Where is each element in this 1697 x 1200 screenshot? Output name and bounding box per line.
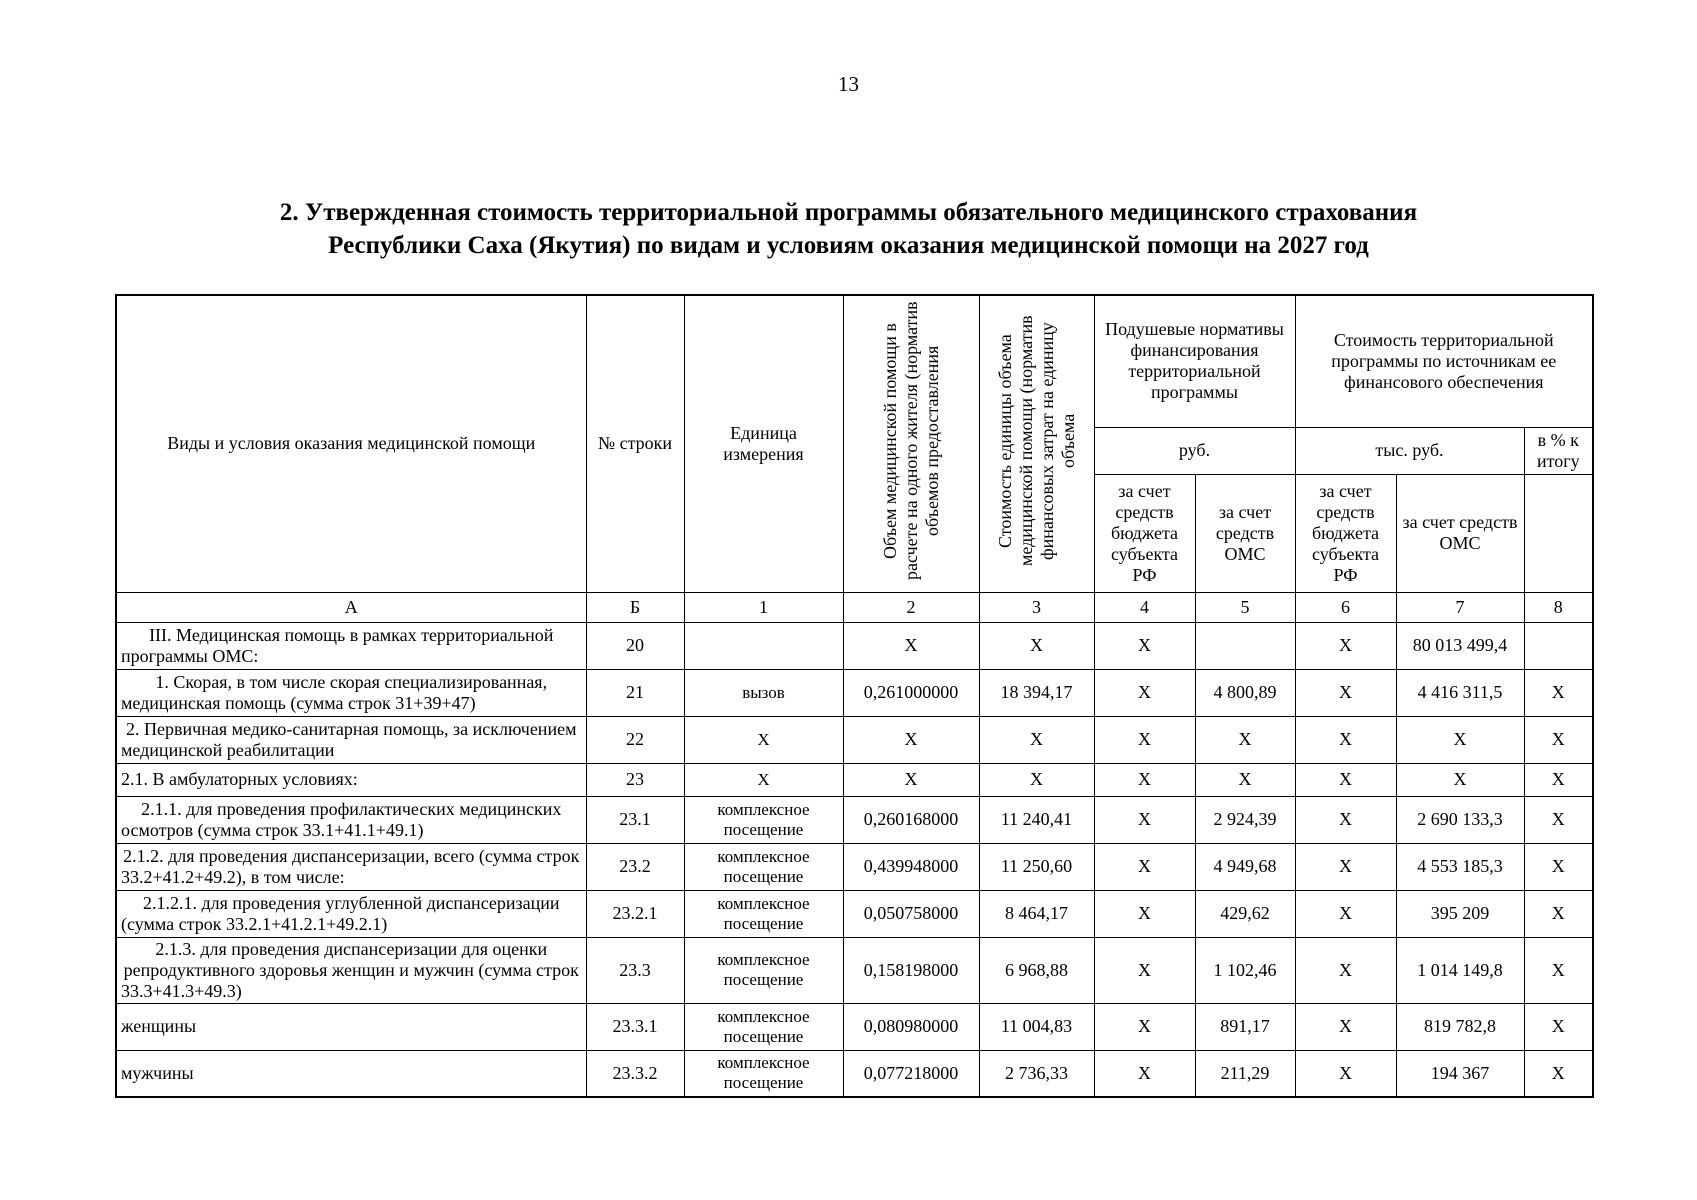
row-number: 23 — [586, 763, 684, 796]
row-per-capita-budget: Х — [1094, 622, 1195, 669]
page-title — [0, 196, 1697, 262]
row-name: 2.1.2. для проведения диспансеризации, всего (сумма строк 33.2+41.2+49.2), в том числе: — [116, 843, 586, 890]
row-cost-oms: Х — [1396, 763, 1524, 796]
column-code: 2 — [843, 592, 979, 622]
row-per-capita-oms: 2 924,39 — [1195, 796, 1295, 843]
row-cost-oms: 2 690 133,3 — [1396, 796, 1524, 843]
row-cost-oms: 4 553 185,3 — [1396, 843, 1524, 890]
row-per-capita-oms: Х — [1195, 763, 1295, 796]
row-unit: вызов — [684, 669, 843, 716]
column-code: 3 — [979, 592, 1094, 622]
row-cost-budget: Х — [1295, 669, 1396, 716]
row-name: 2.1.3. для проведения диспансеризации для оценки репродуктивного здоровья женщин и мужчин (сумма строк 33.3+41.3+49.3) — [116, 937, 586, 1003]
row-volume: 0,077218000 — [843, 1050, 979, 1097]
row-name: женщины — [116, 1003, 586, 1050]
row-pct: Х — [1524, 937, 1593, 1003]
row-cost-oms: 4 416 311,5 — [1396, 669, 1524, 716]
table-row — [116, 622, 1593, 669]
header-cost-unit-text: Стоимость единицы объема медицинской помощи (норматив финансовых затрат на единицу объема — [994, 315, 1078, 567]
row-volume: 0,050758000 — [843, 890, 979, 937]
row-cost-oms: 395 209 — [1396, 890, 1524, 937]
row-volume: 0,158198000 — [843, 937, 979, 1003]
header-unit: Единица измерения — [684, 295, 843, 592]
header-types: Виды и условия оказания медицинской помощи — [116, 295, 586, 592]
row-number: 23.1 — [586, 796, 684, 843]
row-cost-budget: Х — [1295, 1003, 1396, 1050]
row-unit: Х — [684, 716, 843, 763]
row-unit-cost: 11 240,41 — [979, 796, 1094, 843]
row-cost-budget: Х — [1295, 890, 1396, 937]
row-cost-budget: Х — [1295, 1050, 1396, 1097]
row-number: 23.2.1 — [586, 890, 684, 937]
cost-table — [115, 294, 1594, 1098]
row-unit: комплексное посещение — [684, 937, 843, 1003]
row-per-capita-budget: Х — [1094, 796, 1195, 843]
row-volume: 0,439948000 — [843, 843, 979, 890]
row-unit-cost: 18 394,17 — [979, 669, 1094, 716]
row-volume: Х — [843, 622, 979, 669]
row-unit: комплексное посещение — [684, 1003, 843, 1050]
row-unit: Х — [684, 763, 843, 796]
row-number: 21 — [586, 669, 684, 716]
header-volume — [843, 295, 979, 592]
table-row — [116, 1050, 1593, 1097]
row-pct: Х — [1524, 1003, 1593, 1050]
title-line-2: Республики Саха (Якутия) по видам и условиям оказания медицинской помощи на 2027 год — [328, 232, 1369, 259]
row-unit-cost: 6 968,88 — [979, 937, 1094, 1003]
column-code: Б — [586, 592, 684, 622]
row-cost-budget: Х — [1295, 937, 1396, 1003]
row-cost-budget: Х — [1295, 796, 1396, 843]
row-unit-cost: 8 464,17 — [979, 890, 1094, 937]
row-unit-cost: 11 004,83 — [979, 1003, 1094, 1050]
row-volume: Х — [843, 716, 979, 763]
row-per-capita-budget: Х — [1094, 890, 1195, 937]
row-unit: комплексное посещение — [684, 796, 843, 843]
header-volume-text: Объем медицинской помощи в расчете на одного жителя (норматив объемов предоставления — [879, 301, 942, 581]
header-oms-7: за счет средств ОМС — [1396, 474, 1524, 592]
row-unit: комплексное посещение — [684, 843, 843, 890]
row-cost-oms: 1 014 149,8 — [1396, 937, 1524, 1003]
row-unit-cost: Х — [979, 716, 1094, 763]
table-row — [116, 796, 1593, 843]
row-cost-budget: Х — [1295, 622, 1396, 669]
table-row — [116, 1003, 1593, 1050]
header-row-no: № строки — [586, 295, 684, 592]
row-per-capita-budget: Х — [1094, 1050, 1195, 1097]
row-unit — [684, 622, 843, 669]
row-per-capita-oms: 429,62 — [1195, 890, 1295, 937]
table-body — [116, 622, 1593, 1097]
row-cost-oms: 80 013 499,4 — [1396, 622, 1524, 669]
row-volume: 0,260168000 — [843, 796, 979, 843]
header-program-cost: Стоимость территориальной программы по источникам ее финансового обеспечения — [1295, 295, 1593, 427]
title-line-1: 2. Утвержденная стоимость территориальной программы обязательного медицинского страхования — [279, 199, 1418, 226]
row-unit-cost: Х — [979, 622, 1094, 669]
row-number: 23.3.1 — [586, 1003, 684, 1050]
row-unit: комплексное посещение — [684, 1050, 843, 1097]
row-unit-cost: 11 250,60 — [979, 843, 1094, 890]
row-per-capita-oms: 891,17 — [1195, 1003, 1295, 1050]
column-code: 5 — [1195, 592, 1295, 622]
table-row — [116, 843, 1593, 890]
row-per-capita-oms: 4 800,89 — [1195, 669, 1295, 716]
row-unit-cost: 2 736,33 — [979, 1050, 1094, 1097]
column-code: 6 — [1295, 592, 1396, 622]
row-per-capita-oms: 1 102,46 — [1195, 937, 1295, 1003]
row-per-capita-budget: Х — [1094, 1003, 1195, 1050]
row-name: 2.1.1. для проведения профилактических медицинских осмотров (сумма строк 33.1+41.1+49.1) — [116, 796, 586, 843]
row-cost-oms: Х — [1396, 716, 1524, 763]
header-thous-rub: тыс. руб. — [1295, 427, 1524, 474]
row-per-capita-budget: Х — [1094, 716, 1195, 763]
header-per-capita: Подушевые нормативы финансирования территориальной программы — [1094, 295, 1295, 427]
table-row — [116, 763, 1593, 796]
header-pct-empty — [1524, 474, 1593, 592]
column-code: 1 — [684, 592, 843, 622]
header-pct: в % к итогу — [1524, 427, 1593, 474]
row-pct — [1524, 622, 1593, 669]
row-number: 20 — [586, 622, 684, 669]
row-cost-budget: Х — [1295, 716, 1396, 763]
row-number: 23.3 — [586, 937, 684, 1003]
header-rub: руб. — [1094, 427, 1295, 474]
row-cost-oms: 819 782,8 — [1396, 1003, 1524, 1050]
row-unit: комплексное посещение — [684, 890, 843, 937]
column-code: А — [116, 592, 586, 622]
row-volume: 0,261000000 — [843, 669, 979, 716]
row-name: 1. Скорая, в том числе скорая специализированная, медицинская помощь (сумма строк 31+39+47) — [116, 669, 586, 716]
row-volume: Х — [843, 763, 979, 796]
row-cost-oms: 194 367 — [1396, 1050, 1524, 1097]
row-per-capita-budget: Х — [1094, 669, 1195, 716]
row-pct: Х — [1524, 763, 1593, 796]
row-name: мужчины — [116, 1050, 586, 1097]
row-cost-budget: Х — [1295, 843, 1396, 890]
column-codes-row — [116, 592, 1593, 622]
row-pct: Х — [1524, 1050, 1593, 1097]
table-row — [116, 669, 1593, 716]
row-name: III. Медицинская помощь в рамках территориальной программы ОМС: — [116, 622, 586, 669]
row-pct: Х — [1524, 796, 1593, 843]
row-per-capita-oms: 211,29 — [1195, 1050, 1295, 1097]
row-pct: Х — [1524, 890, 1593, 937]
row-name: 2. Первичная медико-санитарная помощь, за исключением медицинской реабилитации — [116, 716, 586, 763]
row-name: 2.1.2.1. для проведения углубленной диспансеризации (сумма строк 33.2.1+41.2.1+49.2.1) — [116, 890, 586, 937]
table-row — [116, 937, 1593, 1003]
row-per-capita-oms: 4 949,68 — [1195, 843, 1295, 890]
row-cost-budget: Х — [1295, 763, 1396, 796]
column-code: 8 — [1524, 592, 1593, 622]
table-row — [116, 890, 1593, 937]
header-cost-unit — [979, 295, 1094, 592]
row-per-capita-budget: Х — [1094, 843, 1195, 890]
row-number: 23.2 — [586, 843, 684, 890]
row-unit-cost: Х — [979, 763, 1094, 796]
row-name: 2.1. В амбулаторных условиях: — [116, 763, 586, 796]
page-number: 13 — [838, 72, 859, 96]
row-pct: Х — [1524, 716, 1593, 763]
row-number: 23.3.2 — [586, 1050, 684, 1097]
row-volume: 0,080980000 — [843, 1003, 979, 1050]
row-per-capita-budget: Х — [1094, 763, 1195, 796]
row-number: 22 — [586, 716, 684, 763]
row-per-capita-oms: Х — [1195, 716, 1295, 763]
header-oms-5: за счет средств ОМС — [1195, 474, 1295, 592]
table-row — [116, 716, 1593, 763]
row-per-capita-oms — [1195, 622, 1295, 669]
row-pct: Х — [1524, 669, 1593, 716]
column-code: 7 — [1396, 592, 1524, 622]
column-code: 4 — [1094, 592, 1195, 622]
header-budget-4: за счет средств бюджета субъекта РФ — [1094, 474, 1195, 592]
row-pct: Х — [1524, 843, 1593, 890]
row-per-capita-budget: Х — [1094, 937, 1195, 1003]
header-budget-6: за счет средств бюджета субъекта РФ — [1295, 474, 1396, 592]
